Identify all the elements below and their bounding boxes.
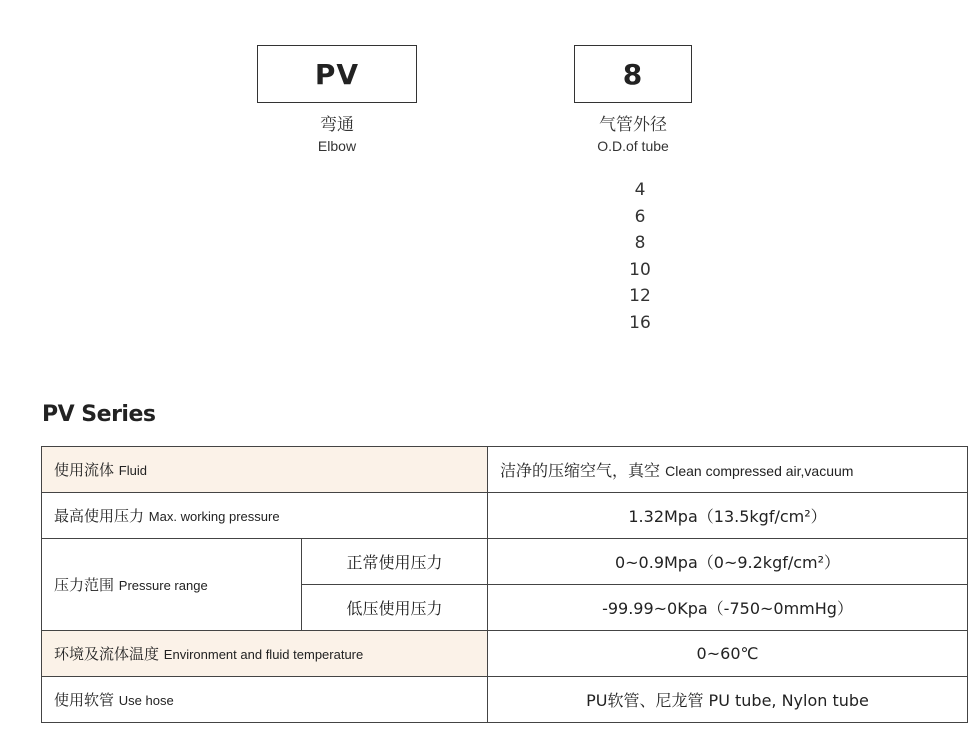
tube-size-item: 4 (634, 180, 646, 200)
normal-pressure-label: 正常使用压力 (302, 539, 488, 585)
tube-code: 8 (622, 57, 644, 91)
temperature-value: 0~60℃ (488, 631, 968, 677)
hose-label-cn: 使用软管 (54, 691, 115, 709)
tube-size-list (590, 177, 690, 337)
max-pressure-label-cn: 最高使用压力 (54, 507, 145, 525)
model-name-en: Elbow (317, 138, 357, 154)
max-pressure-label (42, 493, 488, 539)
temperature-label-en: Environment and fluid temperature (163, 647, 364, 662)
low-pressure-value: -99.99~0Kpa（-750~0mmHg） (488, 585, 968, 631)
model-code-box (257, 45, 417, 103)
tube-name-cn: 气管外径 (599, 115, 667, 135)
max-pressure-value: 1.32Mpa（13.5kgf/cm²） (488, 493, 968, 539)
normal-pressure-value: 0~0.9Mpa（0~9.2kgf/cm²） (488, 539, 968, 585)
tube-size-item: 8 (634, 233, 646, 254)
temperature-label-cn: 环境及流体温度 (54, 645, 160, 663)
model-code: PV (314, 57, 360, 91)
tube-size-item: 6 (634, 206, 646, 227)
fluid-label-en: Fluid (118, 463, 147, 478)
hose-label (42, 677, 488, 723)
model-caption (257, 114, 417, 156)
tube-code-box (574, 45, 692, 103)
tube-caption (553, 114, 713, 156)
hose-label-en: Use hose (118, 693, 174, 708)
fluid-value (488, 447, 968, 493)
spec-row-pressure-normal (42, 539, 968, 585)
pressure-range-label-en: Pressure range (118, 578, 208, 593)
max-pressure-label-en: Max. working pressure (148, 509, 280, 524)
tube-name-en: O.D.of tube (597, 138, 669, 154)
temperature-label (42, 631, 488, 677)
spec-table (41, 446, 968, 723)
fluid-label-cn: 使用流体 (54, 461, 115, 479)
spec-row-fluid (42, 447, 968, 493)
spec-row-hose (42, 677, 968, 723)
pressure-range-label (42, 539, 302, 631)
spec-row-max-pressure (42, 493, 968, 539)
fluid-value-en: Clean compressed air,vacuum (665, 463, 854, 479)
pressure-range-label-cn: 压力范围 (54, 576, 115, 594)
fluid-value-cn: 洁净的压缩空气，真空 (500, 461, 661, 480)
model-name-cn: 弯通 (320, 115, 354, 135)
fluid-label (42, 447, 488, 493)
tube-size-item: 16 (629, 312, 651, 333)
spec-row-temperature (42, 631, 968, 677)
hose-value: PU软管、尼龙管 PU tube, Nylon tube (488, 677, 968, 723)
tube-size-item: 10 (629, 259, 651, 280)
low-pressure-label: 低压使用压力 (302, 585, 488, 631)
tube-size-item: 12 (629, 286, 651, 307)
series-title: PV Series (42, 402, 156, 427)
